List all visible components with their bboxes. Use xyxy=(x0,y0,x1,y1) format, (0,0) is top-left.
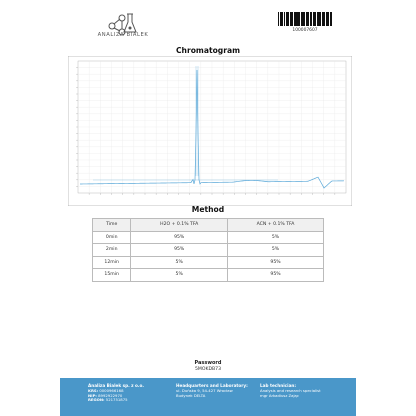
barcode-bar xyxy=(320,12,321,26)
cell-acn: 95% xyxy=(228,269,324,282)
password-value: 5MOKDB73 xyxy=(194,367,222,372)
column-header-acn: ACN + 0.1% TFA xyxy=(228,219,324,232)
krs-label: KRS: xyxy=(88,387,99,393)
lab-line2: mgr Arkadiusz Zając xyxy=(260,392,299,398)
cell-water: 95% xyxy=(131,231,228,244)
hq-line2: Budynek DELTA xyxy=(176,392,206,398)
cell-time: 15min xyxy=(93,269,131,282)
footer xyxy=(60,378,356,416)
table-row xyxy=(93,256,324,269)
cell-acn: 95% xyxy=(228,256,324,269)
cell-time: 2min xyxy=(93,244,131,257)
cell-acn: 5% xyxy=(228,231,324,244)
footer-lab xyxy=(260,384,321,398)
regon-line xyxy=(88,398,144,403)
method-table xyxy=(92,218,324,282)
krs-value: 0000966168 xyxy=(99,387,124,393)
barcode-bar xyxy=(331,12,332,26)
table-header-row xyxy=(93,219,324,232)
cell-time: 0min xyxy=(93,231,131,244)
barcode-bar xyxy=(308,12,309,26)
chromatogram-chart xyxy=(68,56,352,206)
column-header-time: Time xyxy=(93,219,131,232)
column-header-water: H2O + 0.1% TFA xyxy=(131,219,228,232)
cell-water: 5% xyxy=(131,256,228,269)
footer-company xyxy=(88,384,144,403)
cell-water: 95% xyxy=(131,244,228,257)
company-name: Analiza Bialek sp. z o.o. xyxy=(88,383,144,388)
hq-line1: ul. Duńska 9, 54-427 Wrocław xyxy=(176,387,233,393)
regon-label: REGON: xyxy=(88,397,105,403)
lab-title: Lab technician: xyxy=(260,383,297,388)
chromatogram-svg xyxy=(68,56,352,206)
logo-text: ANALIZA BIALEK xyxy=(97,32,149,38)
table-row xyxy=(93,244,324,257)
regon-value: 521751875 xyxy=(105,397,128,403)
lab-line1: Analysis and research specialist xyxy=(260,387,321,393)
table-row xyxy=(93,269,324,282)
hq-title: Headquarters and Laboratory: xyxy=(176,383,248,388)
cell-time: 12min xyxy=(93,256,131,269)
barcode-number: 100007607 xyxy=(292,28,318,33)
chromatogram-title: Chromatogram xyxy=(175,46,241,55)
nip-label: NIP: xyxy=(88,392,97,398)
footer-hq xyxy=(176,384,248,398)
method-title: Method xyxy=(191,205,225,214)
password-label: Password xyxy=(194,360,222,366)
table-row xyxy=(93,231,324,244)
chart-grid xyxy=(78,61,346,193)
barcode xyxy=(278,12,332,26)
barcode-bar xyxy=(278,12,279,26)
cell-water: 5% xyxy=(131,269,228,282)
nip-value: 8992922970 xyxy=(98,392,123,398)
cell-acn: 5% xyxy=(228,244,324,257)
